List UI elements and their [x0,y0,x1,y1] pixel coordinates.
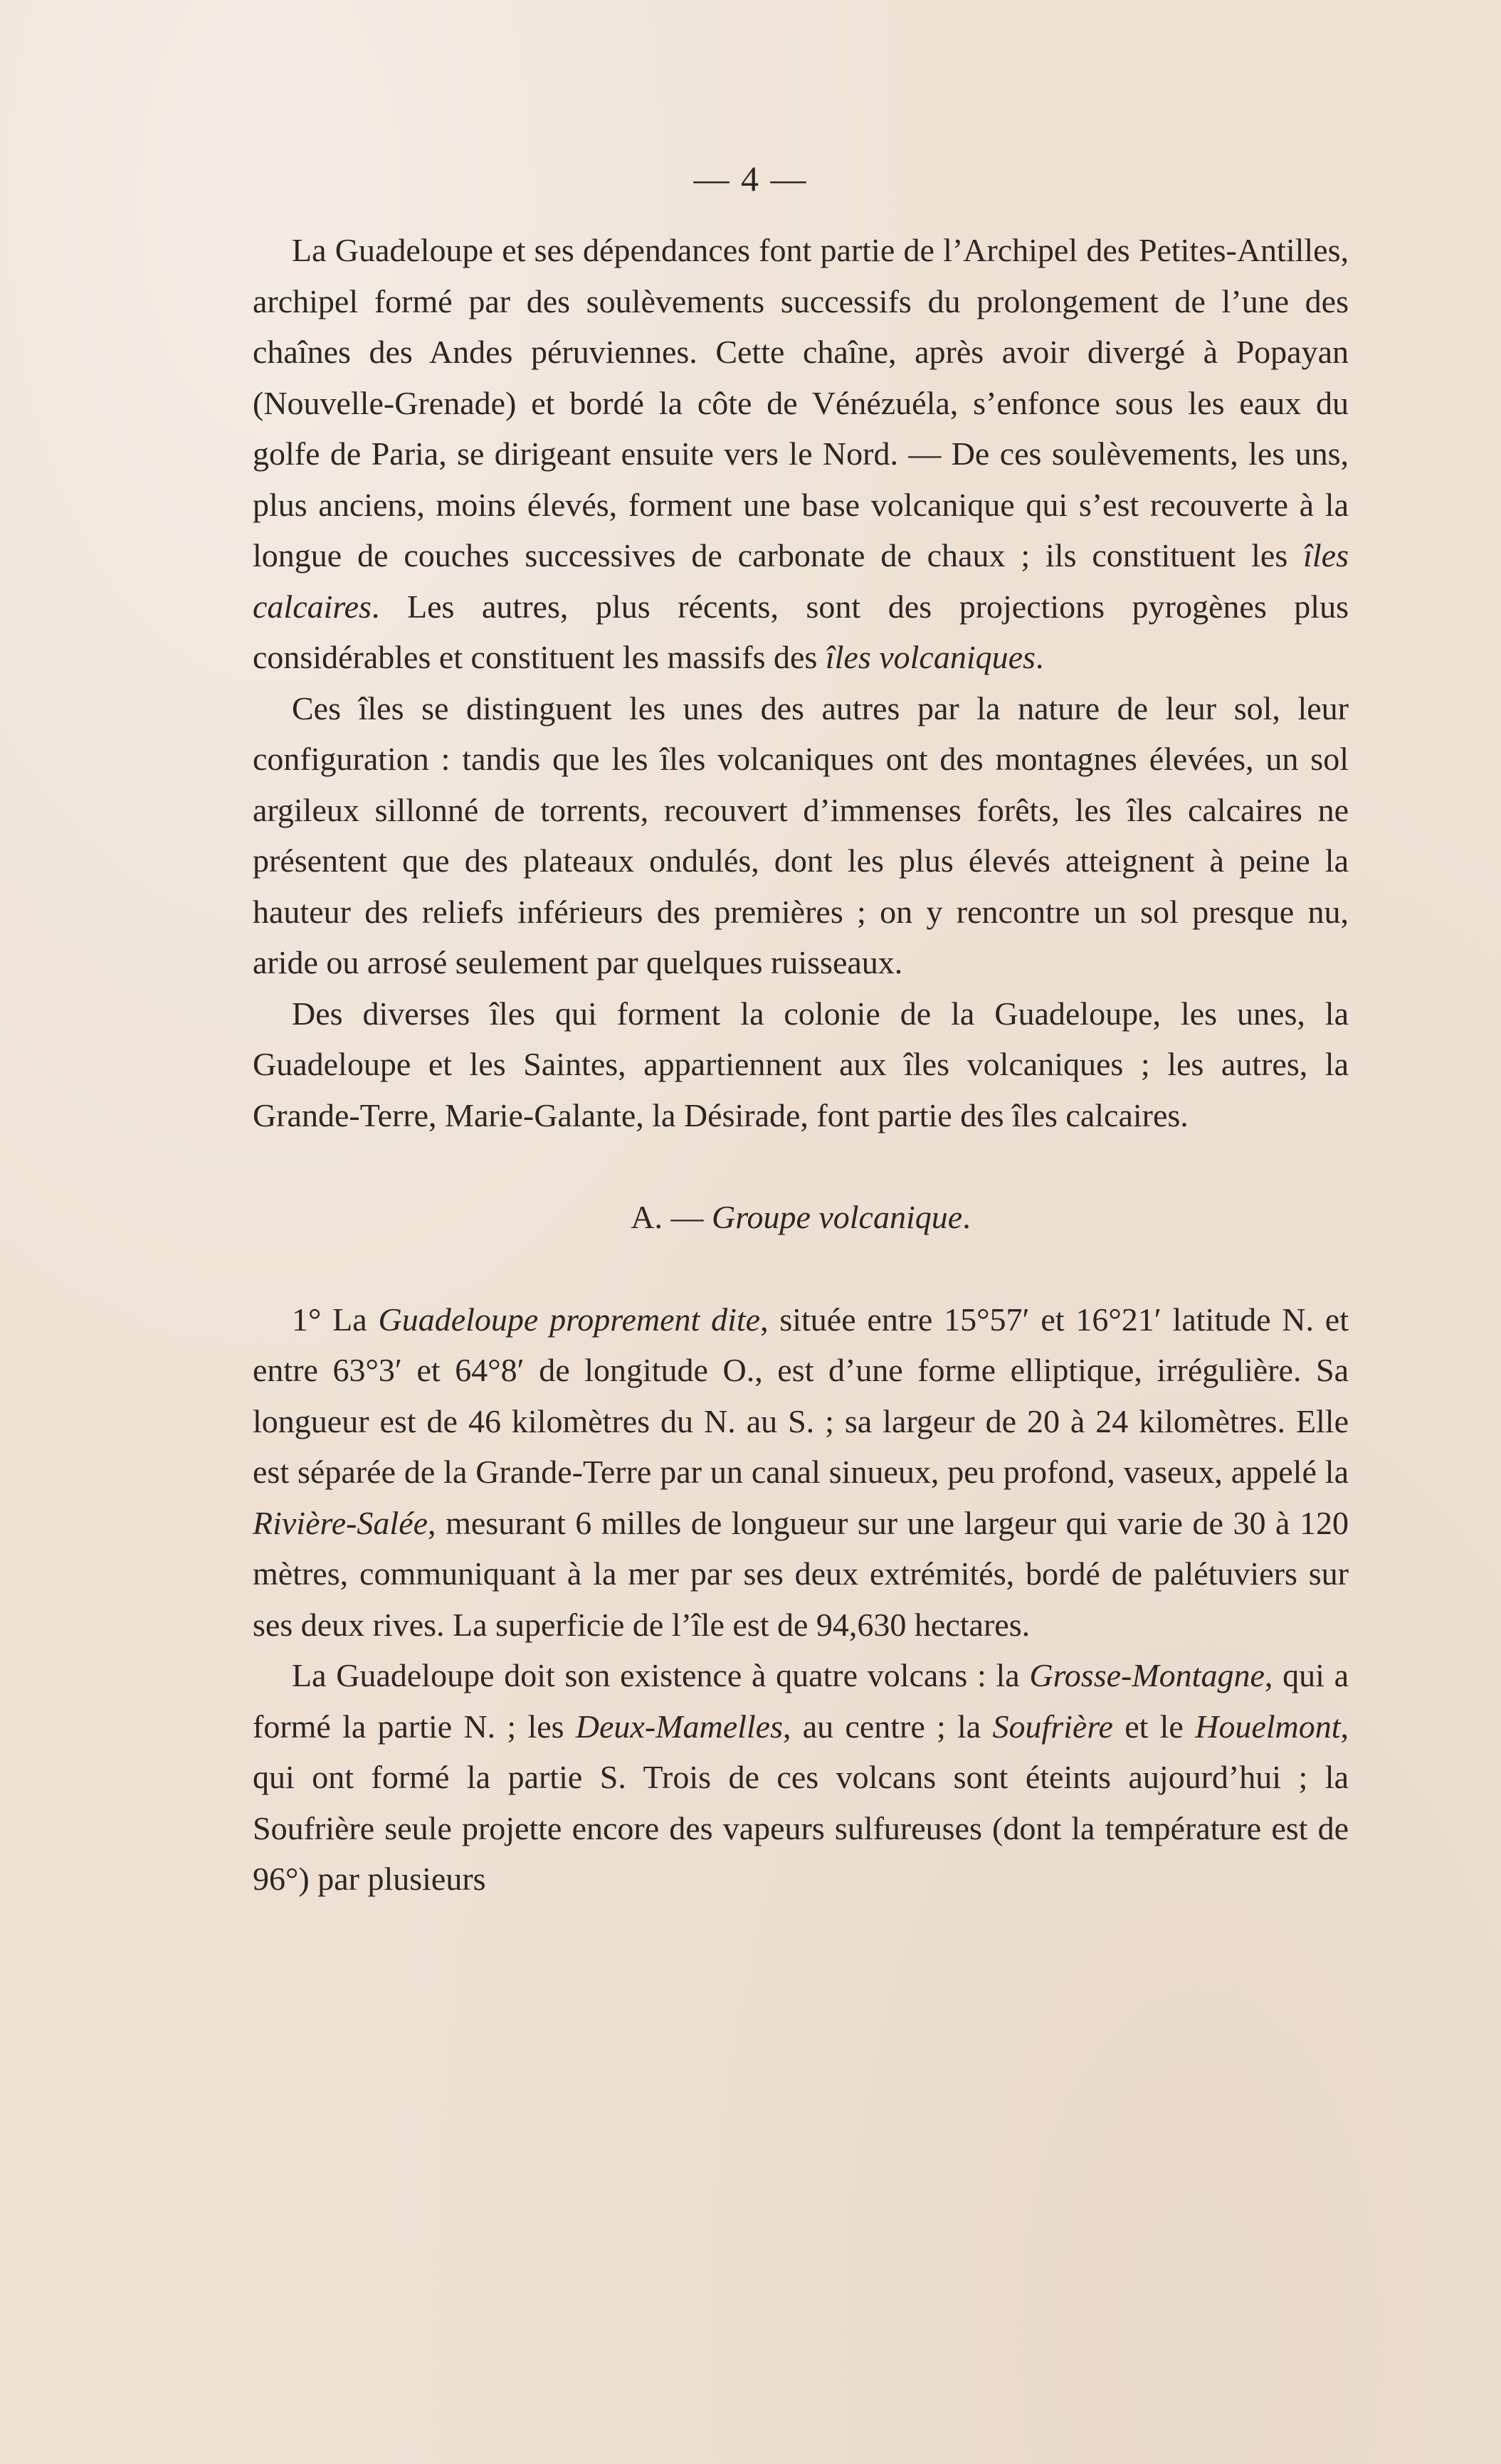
italic-text: Grosse-Montagne [1029,1657,1265,1693]
paragraph-3 [253,988,1349,1141]
italic-text: îles volcaniques [825,639,1036,675]
paragraph-5 [253,1650,1349,1905]
italic-text: Groupe volcanique [712,1199,963,1235]
section-heading [253,1192,1349,1243]
page-number: — 4 — [693,159,808,199]
text-run: A. — [631,1199,712,1235]
text-run: . [1035,639,1044,675]
italic-text: Houelmont [1195,1708,1341,1745]
text-run: , qui a formé la partie N. ; les [253,1657,1349,1745]
text-run: Ces îles se distinguent les unes des autres par la nature de leur sol, leur configuration : tandis que les îles volcaniques ont des montagnes élevées, un sol argileux sillonné de torrents, recouvert d’immenses forêts, les îles calcaires ne présentent que des plateaux ondulés, dont les plus élevés atteignent à peine la hauteur des reliefs inférieurs des premières ; on y rencontre un sol presque nu, aride ou arrosé seulement par quelques ruisseaux. [253,689,1349,980]
text-run: La Guadeloupe et ses dépendances font partie de l’Archipel des Petites-Antilles, archipel formé par des soulèvements successifs du prolongement de l’une des chaînes des Andes péruviennes. Cette chaîne, après avoir divergé à Popayan (Nouvelle-Grenade) et bordé la côte de Vénézuéla, s’enfonce sous les eaux du golfe de Paria, se dirigeant ensuite vers le Nord. — De ces soulèvements, les uns, plus anciens, moins élevés, forment une base volcanique qui s’est recouverte à la longue de couches successives de carbonate de chaux ; ils constituent les [253,232,1349,573]
text-run: Des diverses îles qui forment la colonie de la Guadeloupe, les unes, la Guadeloupe et les Saintes, appartiennent aux îles volcaniques ; les autres, la Grande-Terre, Marie-Galante, la Désirade, font partie des îles calcaires. [253,995,1349,1133]
italic-text: Soufrière [992,1708,1113,1745]
text-run: . Les autres, plus récents, sont des projections pyrogènes plus considérables et constituent les massifs des [253,588,1349,675]
text-run: et le [1112,1708,1196,1745]
text-run: , mesurant 6 milles de longueur sur une largeur qui varie de 30 à 120 mètres, communiquant à la mer par ses deux extrémités, bordé de palétuviers sur ses deux rives. La superficie de l’île est de 94,630 hectares. [253,1504,1349,1643]
text-run: , au centre ; la [783,1708,993,1745]
text-run: La Guadeloupe doit son existence à quatre volcans : la [292,1657,1030,1693]
text-run: , qui ont formé la partie S. Trois de ces volcans sont éteints aujourd’hui ; la Soufrière seule projette encore des vapeurs sulfureuses (dont la température est de 96°) par plusieurs [253,1708,1349,1897]
italic-text: Rivière-Salée [253,1504,428,1541]
italic-text: Guadeloupe proprement dite [378,1301,761,1338]
text-run: , située entre 15°57′ et 16°21′ latitude N. et entre 63°3′ et 64°8′ de longitude O., est d’une forme elliptique, irrégulière. Sa longueur est de 46 kilomètres du N. au S. ; sa largeur de 20 à 24 kilomètres. Elle est séparée de la Grande-Terre par un canal sinueux, peu profond, vaseux, appelé la [253,1301,1349,1490]
paragraph-4 [253,1294,1349,1651]
paragraph-1 [253,225,1349,683]
paragraph-2 [253,683,1349,988]
body-text [253,225,1349,1905]
italic-text: îles calcaires [253,537,1349,625]
text-run: 1° La [292,1301,379,1338]
text-run: . [962,1199,971,1235]
italic-text: Deux-Mamelles [575,1708,784,1745]
